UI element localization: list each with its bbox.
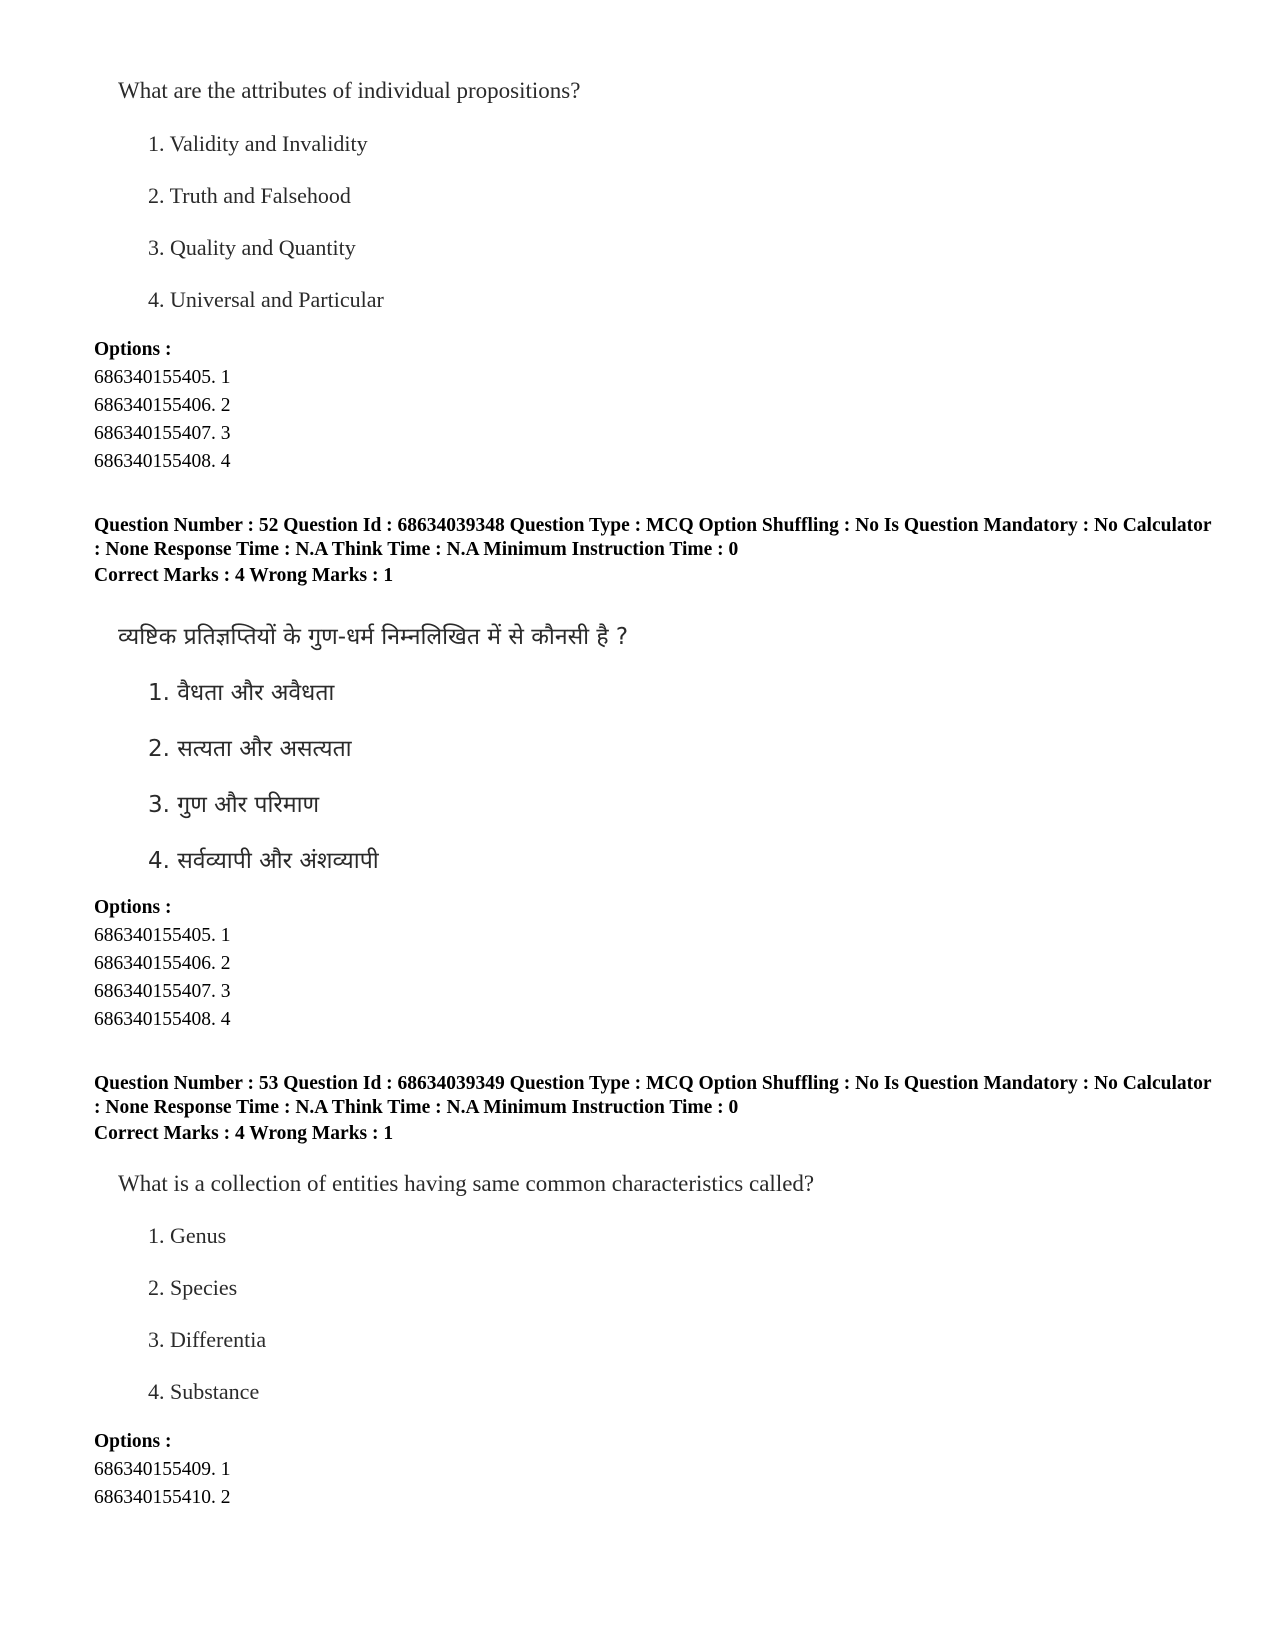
question-choice-4: 4. Substance [148,1379,260,1404]
question-choice-4: 4. सर्वव्यापी और अंशव्यापी [148,848,379,874]
question-stem: What is a collection of entities having same common characteristics called? [118,1171,815,1196]
option-row: 686340155408. 4 [94,1009,231,1030]
question-choice-4: 4. Universal and Particular [148,287,384,312]
option-row: 686340155409. 1 [94,1459,231,1480]
options-label: Options : [94,339,172,360]
question-choice-3: 3. Quality and Quantity [148,235,356,260]
question-choice-2: 2. सत्यता और असत्यता [148,736,352,762]
question-choice-1: 1. Validity and Invalidity [148,131,368,156]
option-row: 686340155410. 2 [94,1487,231,1508]
question-stem: व्यष्टिक प्रतिज्ञप्तियों के गुण-धर्म निम्नलिखित में से कौनसी है ? [118,624,629,650]
question-choice-3: 3. गुण और परिमाण [148,792,320,818]
question-choice-1: 1. वैधता और अवैधता [148,680,335,706]
question-choice-2: 2. Species [148,1275,238,1300]
option-row: 686340155406. 2 [94,953,231,974]
option-row: 686340155405. 1 [94,925,231,946]
question-choice-1: 1. Genus [148,1223,227,1248]
option-row: 686340155407. 3 [94,981,231,1002]
question-marks: Correct Marks : 4 Wrong Marks : 1 [94,565,394,586]
option-row: 686340155407. 3 [94,423,231,444]
question-meta: Question Number : 53 Question Id : 68634039349 Question Type : MCQ Option Shuffling : No Is Question Mandatory : No Calculator : None Response Time : N.A Think Time : N.A Minimum Instruction Time : 0 [94,1073,1212,1118]
question-stem: What are the attributes of individual propositions? [118,78,581,103]
option-row: 686340155408. 4 [94,451,231,472]
options-label: Options : [94,897,172,918]
question-choice-2: 2. Truth and Falsehood [148,183,351,208]
question-meta: Question Number : 52 Question Id : 68634039348 Question Type : MCQ Option Shuffling : No Is Question Mandatory : No Calculator : None Response Time : N.A Think Time : N.A Minimum Instruction Time : 0 [94,515,1212,560]
option-row: 686340155406. 2 [94,395,231,416]
options-label: Options : [94,1431,172,1452]
question-marks: Correct Marks : 4 Wrong Marks : 1 [94,1123,394,1144]
question-choice-3: 3. Differentia [148,1327,267,1352]
option-row: 686340155405. 1 [94,367,231,388]
